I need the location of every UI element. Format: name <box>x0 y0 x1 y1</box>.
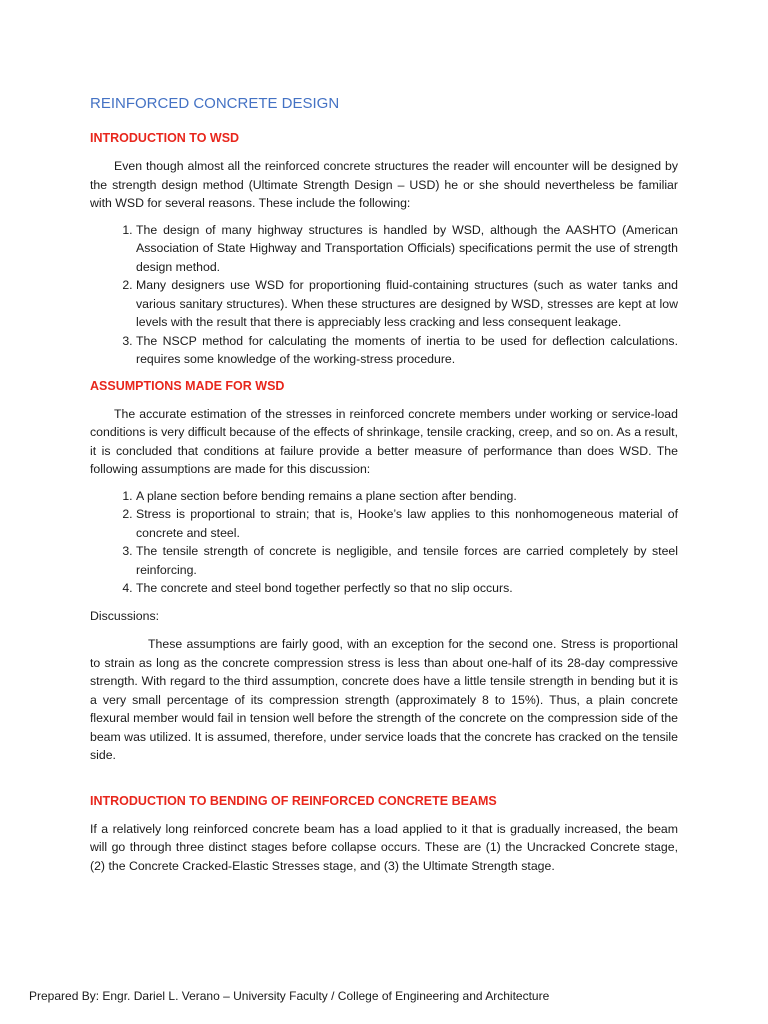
list-item: 3. The tensile strength of concrete is negligible, and tensile forces are carried completely by steel reinforcing. <box>136 542 678 579</box>
section-heading-intro: INTRODUCTION TO WSD <box>90 131 240 145</box>
intro-list <box>90 221 678 369</box>
list-item: 1. The design of many highway structures is handled by WSD, although the AASHTO (American Association of State Highway and Transportation Officials) specifications permit the use of strength design method. <box>136 221 678 277</box>
assumptions-list <box>90 487 678 598</box>
discussions-label: Discussions: <box>90 608 160 623</box>
document-body <box>90 94 678 883</box>
list-item: 4. The concrete and steel bond together perfectly so that no slip occurs. <box>136 579 678 598</box>
assumptions-paragraph: The accurate estimation of the stresses in reinforced concrete members under working or service-load conditions is very difficult because of the effects of shrinkage, tensile cracking, creep, and so on. As a result, it is concluded that conditions at failure provide a better measure of performance than does WSD. The following assumptions are made for this discussion: <box>90 406 678 476</box>
discussion-paragraph: These assumptions are fairly good, with an exception for the second one. Stress is proportional to strain as long as the concrete compression stress is less than about one-half of its 28-day compressive strength. With regard to the third assumption, concrete does have a little tensile strength in bending but it is a very small percentage of its compression strength (approximately 8 to 15%). Thus, a plain concrete flexural member would fail in tension well before the strength of the concrete on the compression side of the beam was utilized. It is assumed, therefore, under service loads that the concrete has cracked on the tensile side. <box>90 637 678 762</box>
list-item: 2. Many designers use WSD for proportioning fluid-containing structures (such as water tanks and various sanitary structures). When these structures are designed by WSD, stresses are kept at low levels with the result that there is appreciably less cracking and less consequent leakage. <box>136 276 678 332</box>
list-item: 3. The NSCP method for calculating the moments of inertia to be used for deflection calculations. requires some knowledge of the working-stress procedure. <box>136 332 678 369</box>
document-title: REINFORCED CONCRETE DESIGN <box>90 95 340 112</box>
bending-paragraph: If a relatively long reinforced concrete beam has a load applied to it that is gradually increased, the beam will go through three distinct stages before collapse occurs. These are (1) the Uncracked Concrete stage, (2) the Concrete Cracked-Elastic Stresses stage, and (3) the Ultimate Strength stage. <box>90 821 678 873</box>
section-heading-assumptions: ASSUMPTIONS MADE FOR WSD <box>90 378 285 393</box>
list-item: 2. Stress is proportional to strain; that is, Hooke’s law applies to this nonhomogeneous material of concrete and steel. <box>136 505 678 542</box>
section-heading-bending: INTRODUCTION TO BENDING OF REINFORCED CONCRETE BEAMS <box>90 793 497 808</box>
intro-paragraph: Even though almost all the reinforced concrete structures the reader will encounter will be designed by the strength design method (Ultimate Strength Design – USD) he or she should nevertheless be familiar with WSD for several reasons. These include the following: <box>90 159 678 210</box>
section-spacer <box>90 773 678 793</box>
page-footer: Prepared By: Engr. Dariel L. Verano – University Faculty / College of Engineering and Architecture <box>29 989 550 1003</box>
list-item: 1. A plane section before bending remains a plane section after bending. <box>136 487 678 506</box>
